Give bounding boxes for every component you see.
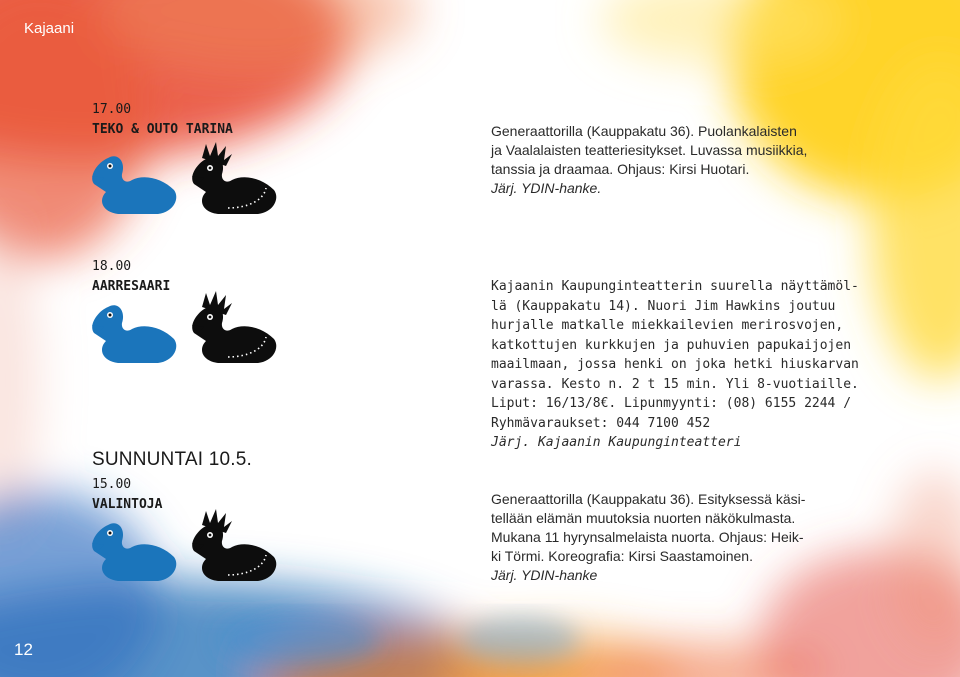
black-duck-icon (192, 142, 276, 214)
event-description: Generaattorilla (Kauppakatu 36). Puolankalaisten ja Vaalalaisten teatteriesitykset. Luvassa musiikkia, tanssia ja draamaa. Ohjaus: Kirsi Huotari. (491, 123, 808, 177)
event-18-00-description (491, 277, 891, 453)
black-duck-icon (192, 291, 276, 363)
event-15-00-description (491, 490, 881, 585)
section-label: Kajaani (24, 20, 75, 37)
event-title: TEKO & OUTO TARINA (92, 122, 233, 137)
blue-duck-icon (92, 305, 176, 363)
duck-pair (88, 507, 288, 587)
black-duck-icon (192, 509, 276, 581)
event-time: 15.00 (92, 477, 132, 492)
event-17-00-description (491, 122, 891, 198)
day-heading: SUNNUNTAI 10.5. (92, 449, 252, 470)
duck-pair (88, 289, 288, 369)
event-time: 17.00 (92, 102, 132, 117)
event-organizer: Järj. YDIN-hanke. (491, 180, 602, 196)
event-description: Generaattorilla (Kauppakatu 36). Esityksessä käsi- tellään elämän muutoksia nuorten näkökulmasta. Mukana 11 hyrynsalmelaista nuorta. Ohjaus: Heik- ki Törmi. Koreografia: Kirsi Saastamoinen. (491, 491, 806, 564)
event-17-00-heading (92, 100, 233, 140)
blue-duck-icon (92, 156, 176, 214)
event-description: Kajaanin Kaupunginteatterin suurella näyttämöl- lä (Kauppakatu 14). Nuori Jim Hawkins joutuu hurjalle matkalle miekkailevien merirosvojen, katkottujen kurkkujen ja puhuvien papukaijojen maailmaan, jossa henki on joka hetki hiuskarvan varassa. Kesto n. 2 t 15 min. Yli 8-vuotiaille. Liput: 16/13/8€. Lipunmyynti: (08) 6155 2244 / Ryhmävaraukset: 044 7100 452 (491, 279, 859, 431)
event-title: VALINTOJA (92, 497, 163, 512)
page-number: 12 (14, 640, 33, 659)
duck-pair (88, 140, 288, 220)
event-organizer: Järj. Kajaanin Kaupunginteatteri (491, 435, 742, 450)
event-title: AARRESAARI (92, 279, 171, 294)
event-time: 18.00 (92, 259, 132, 274)
blue-duck-icon (92, 523, 176, 581)
event-organizer: Järj. YDIN-hanke (491, 567, 598, 583)
